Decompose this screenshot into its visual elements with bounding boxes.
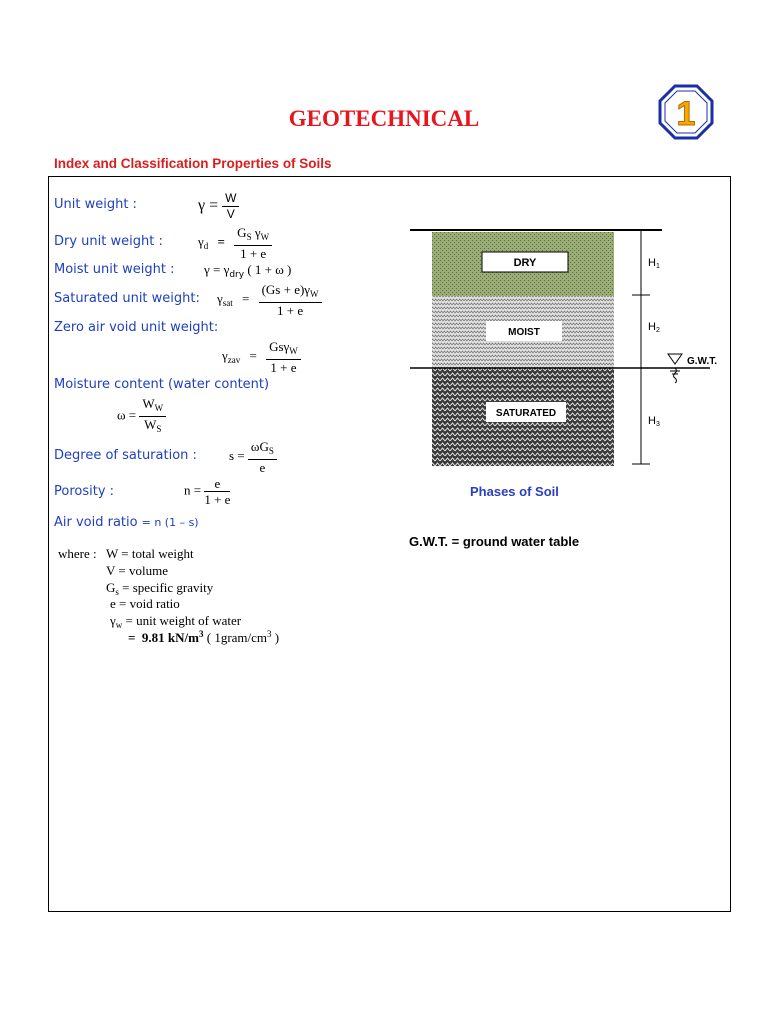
- dry-layer-label: DRY: [513, 257, 537, 269]
- zero-air-void-formula: $\gamma_{zav}$ = $\frac{Gs\gamma_W}{1 + e}$: [222, 339, 301, 375]
- h3-label: H3: [648, 415, 660, 428]
- dry-unit-weight-formula: $\gamma_d$ = $\frac{G_S \gamma_W}{1 + e}$: [198, 225, 272, 261]
- gwt-marker-label: G.W.T.: [687, 356, 717, 367]
- dry-unit-weight-label: Dry unit weight :: [54, 234, 163, 249]
- section-subtitle: Index and Classification Properties of Soils: [54, 156, 332, 171]
- page-number-badge: [658, 84, 714, 140]
- water-ripple-icon: [674, 368, 677, 383]
- where-e: e = void ratio: [110, 596, 180, 611]
- unit-weight-label: Unit weight :: [54, 197, 137, 212]
- moist-unit-weight-label: Moist unit weight :: [54, 262, 175, 277]
- degree-of-saturation-formula: s = $\frac{\omega G_S}{e}$: [229, 439, 277, 475]
- air-void-ratio-row: Air void ratio = n (1 – s): [54, 515, 199, 530]
- where-water-value: = 9.81 $kN/m^3$ ( $1gram/cm^3$ ): [128, 629, 280, 645]
- degree-of-saturation-label: Degree of saturation :: [54, 448, 197, 463]
- soil-phases-diagram: [410, 222, 730, 472]
- porosity-label: Porosity :: [54, 484, 115, 499]
- where-v: V = volume: [106, 563, 168, 578]
- page-title: GEOTECHNICAL: [288, 106, 480, 131]
- moisture-content-label: Moisture content (water content): [54, 377, 270, 392]
- water-table-triangle-icon: [668, 354, 682, 364]
- saturated-layer-label: SATURATED: [495, 408, 557, 419]
- where-gs: $G_s$ = specific gravity: [106, 580, 214, 597]
- where-intro: where :: [58, 546, 97, 561]
- saturated-unit-weight-formula: $\gamma_{sat}$ = $\frac{(Gs + e)\gamma_W}{1 + e}$: [217, 282, 322, 318]
- h2-label: H2: [648, 321, 660, 334]
- h1-label: H1: [648, 257, 660, 270]
- moist-unit-weight-formula: $\gamma = \gamma_{dry}$ ( 1 + ω ): [204, 262, 292, 280]
- gwt-definition: G.W.T. = ground water table: [409, 534, 580, 549]
- zero-air-void-label: Zero air void unit weight:: [54, 320, 219, 335]
- moisture-content-formula: ω = $\frac{W_W}{W_S}$: [117, 396, 166, 437]
- moist-layer-label: MOIST: [508, 327, 540, 338]
- unit-weight-formula: γ = $\frac{W}{V}$: [198, 191, 239, 222]
- porosity-formula: n = $\frac{e}{1 + e}$: [184, 476, 231, 507]
- phases-caption: Phases of Soil: [470, 484, 559, 499]
- where-w: W = total weight: [106, 546, 194, 561]
- where-gamma-w: $\gamma_w$ = unit weight of water: [110, 613, 242, 630]
- saturated-unit-weight-label: Saturated unit weight:: [54, 291, 200, 306]
- badge-number: 1: [676, 95, 696, 133]
